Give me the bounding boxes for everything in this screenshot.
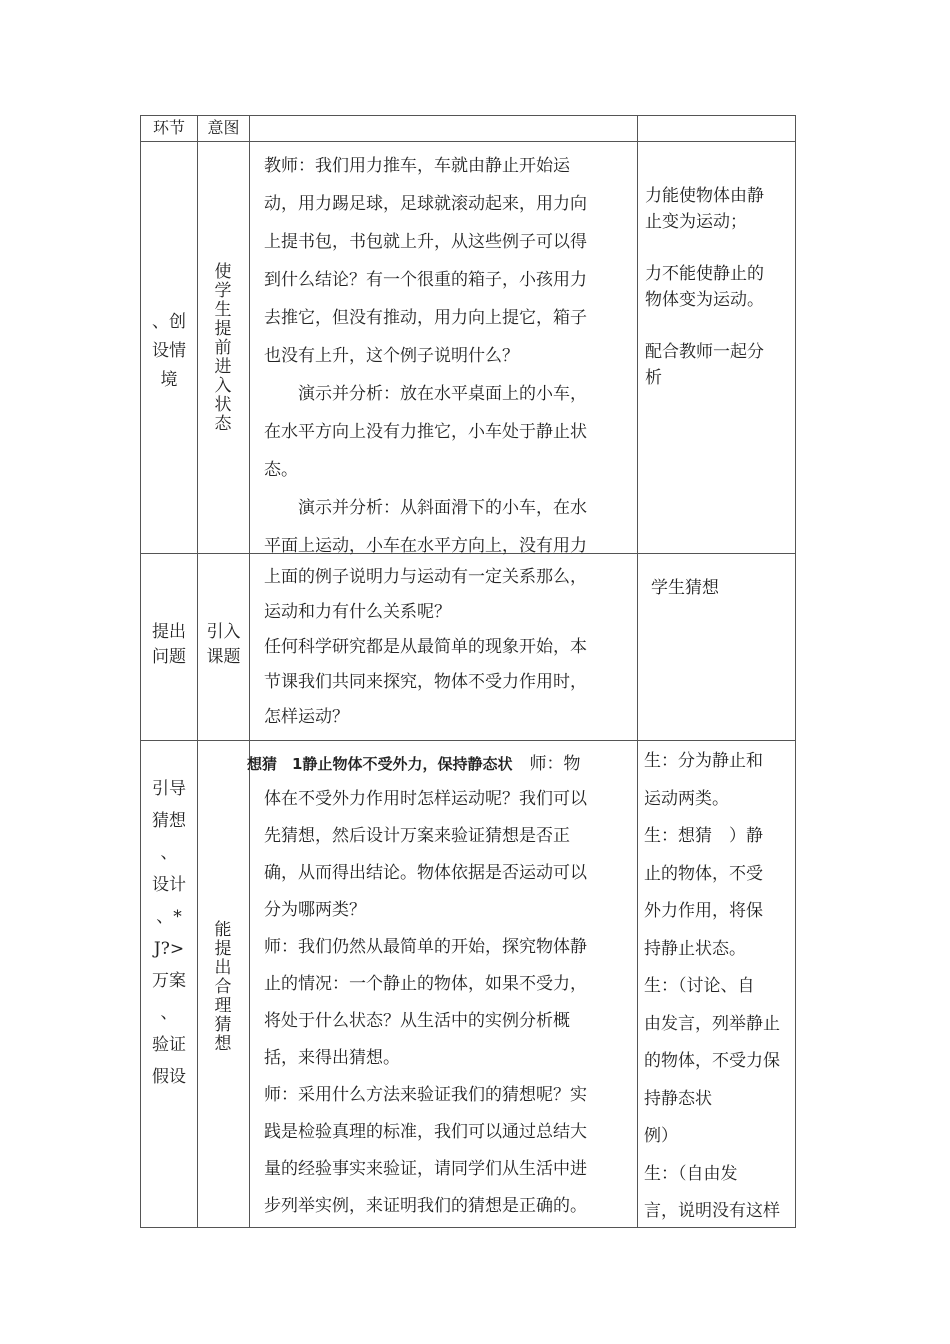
intent-char: 猜 bbox=[214, 1015, 232, 1035]
intent-char: 合 bbox=[214, 977, 232, 997]
student-line: 力不能使静止的 bbox=[645, 264, 764, 284]
student-line bbox=[645, 235, 795, 261]
hypothesis-heading: 想猜 1静止物体不受外力，保持静态状 bbox=[247, 755, 513, 773]
stage-text: 万案 bbox=[152, 971, 186, 991]
teacher-line: 在水平方向上没有力推它，小车处于静止状 bbox=[264, 422, 587, 442]
teacher-line: 演示并分析：从斜面滑下的小车，在水 bbox=[298, 498, 587, 518]
teacher-line: 态。 bbox=[264, 460, 298, 480]
lesson-table bbox=[140, 115, 796, 1228]
student-line bbox=[645, 313, 795, 339]
student-line: 止的物体，不受 bbox=[644, 863, 763, 884]
teacher-line: 平面上运动，小车在水平方向上，没有用力 bbox=[264, 536, 587, 556]
student-line: 持静态状 bbox=[644, 1088, 712, 1109]
teacher-line: 分为哪两类？ bbox=[264, 900, 366, 920]
intent-char: 入 bbox=[214, 376, 232, 396]
student-line: 析 bbox=[645, 368, 662, 388]
intent-char: 提 bbox=[214, 939, 232, 959]
teacher-line: 量的经验事实来验证，请同学们从生活中进 bbox=[264, 1159, 587, 1179]
intent-char: 生 bbox=[214, 300, 232, 320]
teacher-line: 运动和力有什么关系呢？ bbox=[264, 602, 451, 622]
col-divider bbox=[795, 115, 796, 1228]
student-line: 学生猜想 bbox=[651, 578, 719, 598]
intent-char: 出 bbox=[214, 958, 232, 978]
teacher-line: 将处于什么状态？从生活中的实例分析概 bbox=[264, 1011, 570, 1031]
teacher-line: 任何科学研究都是从最简单的现象开始，本 bbox=[264, 637, 587, 657]
teacher-line: 践是检验真理的标准，我们可以通过总结大 bbox=[264, 1122, 587, 1142]
teacher-line: 上面的例子说明力与运动有一定关系那么， bbox=[264, 567, 587, 587]
intent-char: 理 bbox=[214, 996, 232, 1016]
student-line: 由发言，列举静止 bbox=[644, 1013, 780, 1034]
student-line: 生：（自由发 bbox=[644, 1163, 738, 1184]
header-stage: 环节 bbox=[152, 118, 185, 137]
intent-char: 能 bbox=[214, 920, 232, 940]
student-line: 生：分为静止和 bbox=[644, 751, 763, 771]
student-line: 配合教师一起分 bbox=[645, 342, 764, 362]
intent-char: 提 bbox=[214, 319, 232, 339]
stage-text: 设情 bbox=[152, 341, 186, 361]
teacher-line: 也没有上升，这个例子说明什么？ bbox=[264, 346, 519, 366]
intent-char: 想 bbox=[214, 1034, 232, 1054]
stage-text: 、创 bbox=[152, 312, 186, 332]
teacher-line: 上提书包，书包就上升，从这些例子可以得 bbox=[264, 232, 587, 252]
student-line: 生：想猜 ）静 bbox=[644, 826, 763, 846]
stage-text: 引导 bbox=[152, 779, 186, 799]
row1-intent bbox=[211, 263, 235, 434]
stage-text: 猜想 bbox=[152, 811, 186, 831]
row-divider bbox=[140, 740, 796, 741]
row2-student-text bbox=[651, 575, 791, 601]
stage-text: 提出 bbox=[152, 622, 186, 642]
student-line: 运动两类。 bbox=[644, 788, 729, 809]
student-line: 例） bbox=[644, 1126, 678, 1146]
teacher-line: 到什么结论？有一个很重的箱子，小孩用力 bbox=[264, 270, 587, 290]
intent-text: 课题 bbox=[206, 647, 241, 667]
student-line: 的物体，不受力保 bbox=[644, 1051, 780, 1071]
intent-text: 引入 bbox=[206, 622, 241, 642]
teacher-line: 体在不受外力作用时怎样运动呢？我们可以 bbox=[264, 789, 587, 809]
teacher-line: 止的情况：一个静止的物体，如果不受力， bbox=[264, 974, 587, 994]
student-line: 生：（讨论、自 bbox=[644, 976, 755, 996]
intent-char: 前 bbox=[214, 338, 232, 358]
intent-char: 使 bbox=[214, 262, 232, 282]
stage-text: 、* bbox=[156, 907, 182, 927]
teacher-line: 怎样运动？ bbox=[264, 707, 349, 727]
teacher-line: 动，用力踢足球，足球就滚动起来，用力向 bbox=[264, 194, 587, 214]
teacher-line: 师：我们仍然从最简单的开始，探究物体静 bbox=[264, 937, 587, 957]
teacher-line: 步列举实例，来证明我们的猜想是正确的。 bbox=[264, 1196, 587, 1216]
student-line: 持静止状态。 bbox=[644, 938, 746, 959]
student-line: 外力作用，将保 bbox=[644, 901, 763, 921]
row3-stage bbox=[141, 773, 197, 1093]
student-line: 物体变为运动。 bbox=[645, 290, 764, 310]
teacher-line: 先猜想，然后设计万案来验证猜想是否正 bbox=[264, 826, 570, 846]
student-line: 力能使物体由静 bbox=[645, 186, 764, 206]
row1-student-text bbox=[645, 183, 795, 391]
stage-text: J?> bbox=[153, 939, 185, 959]
intent-char: 状 bbox=[214, 395, 232, 415]
row1-teacher-text bbox=[264, 147, 636, 565]
col-divider bbox=[249, 115, 250, 1228]
teacher-line: 节课我们共同来探究，物体不受力作用时， bbox=[264, 672, 587, 692]
teacher-line: 括，来得出猜想。 bbox=[264, 1048, 400, 1068]
stage-text: 境 bbox=[160, 370, 178, 390]
row3-teacher-first-line bbox=[247, 751, 637, 777]
header-intent: 意图 bbox=[207, 118, 240, 137]
intent-char: 进 bbox=[214, 357, 232, 377]
teacher-line: 师：采用什么方法来验证我们的猜想呢？实 bbox=[264, 1085, 587, 1105]
stage-text: 设计 bbox=[152, 875, 186, 895]
teacher-line: 去推它，但没有推动，用力向上提它，箱子 bbox=[264, 308, 587, 328]
teacher-line: 演示并分析：放在水平桌面上的小车， bbox=[298, 384, 587, 404]
row3-student-text bbox=[644, 743, 794, 1231]
col-divider bbox=[197, 115, 198, 1228]
teacher-line: 教师：我们用力推车，车就由静止开始运 bbox=[264, 156, 570, 176]
row-divider bbox=[140, 141, 796, 142]
col-divider bbox=[637, 115, 638, 1228]
intent-char: 学 bbox=[214, 281, 232, 301]
student-line: 言，说明没有这样 bbox=[644, 1201, 780, 1221]
row1-stage bbox=[141, 308, 197, 395]
stage-text: 假设 bbox=[152, 1067, 186, 1087]
stage-text: 问题 bbox=[152, 647, 186, 667]
row2-stage bbox=[141, 620, 197, 670]
stage-text: 、 bbox=[160, 1003, 178, 1023]
intent-char: 态 bbox=[214, 414, 232, 434]
stage-text: 、 bbox=[160, 843, 178, 863]
student-line: 止变为运动； bbox=[645, 212, 747, 232]
teacher-text: 师：物 bbox=[512, 754, 581, 774]
row3-teacher-text bbox=[264, 781, 636, 1225]
teacher-line: 确，从而得出结论。物体依据是否运动可以 bbox=[264, 863, 587, 883]
row2-intent bbox=[198, 620, 249, 670]
row2-teacher-text bbox=[264, 560, 636, 735]
row3-intent bbox=[211, 921, 235, 1054]
stage-text: 验证 bbox=[152, 1035, 186, 1055]
